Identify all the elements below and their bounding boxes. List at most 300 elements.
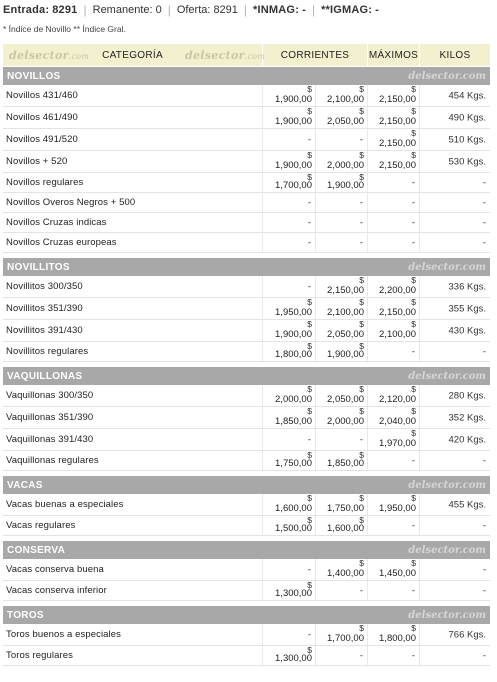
table-row bbox=[3, 385, 490, 407]
currency-symbol: $ bbox=[307, 645, 312, 655]
section-title: VAQUILLONAS bbox=[7, 370, 83, 382]
table-row bbox=[3, 451, 490, 471]
price-cell bbox=[316, 213, 368, 232]
price-cell bbox=[263, 213, 316, 232]
empty-value: - bbox=[359, 650, 363, 661]
kilos-cell bbox=[420, 559, 490, 580]
remanente-value: 0 bbox=[155, 4, 162, 16]
kilos-cell bbox=[420, 451, 490, 470]
currency-symbol: $ bbox=[359, 275, 364, 285]
category-name: Vaquillonas regulares bbox=[3, 451, 263, 470]
kilos-cell bbox=[420, 151, 490, 172]
separator: | bbox=[83, 3, 87, 17]
price-value: 2,150,00 bbox=[379, 160, 416, 171]
kilos-cell bbox=[420, 193, 490, 212]
price-value: 1,950,00 bbox=[275, 307, 312, 318]
kilos-value: 420 Kgs. bbox=[448, 434, 486, 445]
category-name: Vaquillonas 351/390 bbox=[3, 407, 263, 428]
category-name: Novillos regulares bbox=[3, 173, 263, 192]
header-corrientes-label: CORRIENTES bbox=[280, 49, 350, 61]
kilos-cell bbox=[420, 494, 490, 515]
price-cell bbox=[368, 320, 420, 341]
price-cell bbox=[263, 233, 316, 252]
price-cell bbox=[263, 320, 316, 341]
kilos-value: 352 Kgs. bbox=[448, 412, 486, 423]
table-row bbox=[3, 559, 490, 581]
price-cell bbox=[316, 85, 368, 106]
section-header bbox=[3, 367, 490, 385]
price-value: 2,120,00 bbox=[379, 394, 416, 405]
section-spacer bbox=[3, 601, 490, 605]
kilos-cell bbox=[420, 624, 490, 645]
price-value: 1,400,00 bbox=[327, 568, 364, 579]
currency-symbol: $ bbox=[307, 172, 312, 182]
oferta-value: 8291 bbox=[213, 4, 238, 16]
kilos-value: 510 Kgs. bbox=[448, 134, 486, 145]
price-value: 2,200,00 bbox=[379, 285, 416, 296]
category-name: Novillos 431/460 bbox=[3, 85, 263, 106]
header-maximos bbox=[368, 44, 420, 66]
empty-value: - bbox=[359, 585, 363, 596]
currency-symbol: $ bbox=[359, 406, 364, 416]
currency-symbol: $ bbox=[411, 84, 416, 94]
price-value: 1,900,00 bbox=[327, 180, 364, 191]
price-value: 1,600,00 bbox=[327, 523, 364, 534]
kilos-cell bbox=[420, 342, 490, 361]
remanente-label: Remanente: bbox=[92, 4, 153, 16]
price-cell bbox=[263, 516, 316, 535]
watermark-logo: delsector.com bbox=[408, 370, 486, 382]
price-cell bbox=[263, 581, 316, 600]
category-name: Novillos 461/490 bbox=[3, 107, 263, 128]
category-name: Novillitos regulares bbox=[3, 342, 263, 361]
currency-symbol: $ bbox=[411, 128, 416, 138]
currency-symbol: $ bbox=[307, 384, 312, 394]
currency-symbol: $ bbox=[359, 297, 364, 307]
category-name: Vacas conserva inferior bbox=[3, 581, 263, 600]
price-cell bbox=[316, 276, 368, 297]
price-value: 2,150,00 bbox=[379, 94, 416, 105]
currency-symbol: $ bbox=[359, 493, 364, 503]
currency-symbol: $ bbox=[411, 150, 416, 160]
empty-value: - bbox=[411, 237, 415, 248]
price-cell bbox=[368, 451, 420, 470]
section-title: NOVILLITOS bbox=[7, 261, 70, 273]
empty-value: - bbox=[307, 134, 311, 145]
table-row bbox=[3, 407, 490, 429]
price-value: 1,450,00 bbox=[379, 568, 416, 579]
price-cell bbox=[263, 451, 316, 470]
kilos-cell bbox=[420, 385, 490, 406]
price-cell bbox=[263, 494, 316, 515]
price-cell bbox=[368, 581, 420, 600]
price-value: 2,100,00 bbox=[379, 329, 416, 340]
empty-value: - bbox=[307, 434, 311, 445]
table-row bbox=[3, 298, 490, 320]
price-value: 1,900,00 bbox=[275, 329, 312, 340]
price-value: 2,150,00 bbox=[379, 307, 416, 318]
price-cell bbox=[316, 646, 368, 665]
price-value: 1,700,00 bbox=[275, 180, 312, 191]
price-value: 1,500,00 bbox=[275, 523, 312, 534]
price-value: 1,900,00 bbox=[327, 349, 364, 360]
kilos-value: 355 Kgs. bbox=[448, 303, 486, 314]
price-value: 2,150,00 bbox=[379, 116, 416, 127]
separator: | bbox=[311, 3, 316, 17]
table-row bbox=[3, 624, 490, 646]
price-value: 1,600,00 bbox=[275, 503, 312, 514]
section-title: NOVILLOS bbox=[7, 70, 61, 82]
price-cell bbox=[263, 151, 316, 172]
section-header bbox=[3, 606, 490, 624]
kilos-cell bbox=[420, 320, 490, 341]
table-row bbox=[3, 581, 490, 601]
empty-value: - bbox=[359, 217, 363, 228]
price-cell bbox=[316, 581, 368, 600]
price-cell bbox=[368, 429, 420, 450]
price-value: 2,150,00 bbox=[327, 285, 364, 296]
kilos-cell bbox=[420, 581, 490, 600]
price-cell bbox=[263, 276, 316, 297]
empty-value: - bbox=[411, 520, 415, 531]
inmag-value: - bbox=[302, 4, 306, 16]
currency-symbol: $ bbox=[307, 106, 312, 116]
watermark-logo: delsector.com bbox=[408, 544, 486, 556]
price-cell bbox=[263, 559, 316, 580]
price-cell bbox=[316, 151, 368, 172]
price-cell bbox=[368, 342, 420, 361]
kilos-value: - bbox=[482, 237, 486, 249]
empty-value: - bbox=[307, 197, 311, 208]
kilos-cell bbox=[420, 429, 490, 450]
kilos-value: - bbox=[482, 650, 486, 662]
section-header bbox=[3, 258, 490, 276]
price-cell bbox=[316, 407, 368, 428]
table-row bbox=[3, 107, 490, 129]
kilos-cell bbox=[420, 276, 490, 297]
kilos-cell bbox=[420, 173, 490, 192]
price-cell bbox=[368, 494, 420, 515]
price-value: 1,850,00 bbox=[275, 416, 312, 427]
header-maximos-label: MÁXIMOS bbox=[368, 49, 419, 61]
category-name: Novillos Cruzas indicas bbox=[3, 213, 263, 232]
category-name: Vaquillonas 391/430 bbox=[3, 429, 263, 450]
category-name: Novillitos 391/430 bbox=[3, 320, 263, 341]
empty-value: - bbox=[411, 217, 415, 228]
price-value: 1,300,00 bbox=[275, 653, 312, 664]
empty-value: - bbox=[411, 197, 415, 208]
header-kilos bbox=[420, 44, 490, 66]
kilos-value: 336 Kgs. bbox=[448, 281, 486, 292]
currency-symbol: $ bbox=[359, 84, 364, 94]
price-cell bbox=[368, 559, 420, 580]
section-spacer bbox=[3, 471, 490, 475]
currency-symbol: $ bbox=[359, 319, 364, 329]
kilos-value: - bbox=[482, 520, 486, 532]
price-cell bbox=[263, 129, 316, 150]
entrada-stat bbox=[3, 4, 84, 16]
currency-symbol: $ bbox=[411, 297, 416, 307]
price-cell bbox=[368, 193, 420, 212]
currency-symbol: $ bbox=[411, 275, 416, 285]
price-cell bbox=[263, 298, 316, 319]
currency-symbol: $ bbox=[307, 341, 312, 351]
price-cell bbox=[368, 85, 420, 106]
category-name: Novillitos 351/390 bbox=[3, 298, 263, 319]
currency-symbol: $ bbox=[411, 406, 416, 416]
currency-symbol: $ bbox=[307, 515, 312, 525]
price-cell bbox=[316, 516, 368, 535]
section-header bbox=[3, 476, 490, 494]
price-cell bbox=[368, 233, 420, 252]
empty-value: - bbox=[411, 177, 415, 188]
empty-value: - bbox=[359, 434, 363, 445]
table-row bbox=[3, 213, 490, 233]
igmag-value: - bbox=[375, 4, 380, 16]
price-cell bbox=[368, 646, 420, 665]
table-row bbox=[3, 494, 490, 516]
table-row bbox=[3, 85, 490, 107]
kilos-value: 280 Kgs. bbox=[448, 390, 486, 401]
empty-value: - bbox=[411, 455, 415, 466]
currency-symbol: $ bbox=[307, 150, 312, 160]
price-value: 1,700,00 bbox=[327, 633, 364, 644]
currency-symbol: $ bbox=[307, 580, 312, 590]
category-name: Toros regulares bbox=[3, 646, 263, 665]
price-cell bbox=[368, 107, 420, 128]
price-cell bbox=[263, 173, 316, 192]
price-cell bbox=[263, 107, 316, 128]
separator: | bbox=[167, 3, 171, 17]
currency-symbol: $ bbox=[359, 384, 364, 394]
separator: | bbox=[243, 3, 248, 17]
table-row bbox=[3, 429, 490, 451]
currency-symbol: $ bbox=[359, 515, 364, 525]
currency-symbol: $ bbox=[307, 493, 312, 503]
table-header bbox=[3, 44, 490, 66]
empty-value: - bbox=[307, 629, 311, 640]
section-spacer bbox=[3, 253, 490, 257]
price-cell bbox=[263, 193, 316, 212]
table-row bbox=[3, 173, 490, 193]
currency-symbol: $ bbox=[359, 558, 364, 568]
kilos-cell bbox=[420, 213, 490, 232]
currency-symbol: $ bbox=[411, 384, 416, 394]
price-cell bbox=[263, 429, 316, 450]
table-row bbox=[3, 342, 490, 362]
kilos-cell bbox=[420, 107, 490, 128]
kilos-value: - bbox=[482, 177, 486, 189]
table-row bbox=[3, 151, 490, 173]
price-value: 2,100,00 bbox=[327, 307, 364, 318]
section-header bbox=[3, 67, 490, 85]
price-value: 1,950,00 bbox=[379, 503, 416, 514]
category-name: Novillos + 520 bbox=[3, 151, 263, 172]
category-name: Vacas buenas a especiales bbox=[3, 494, 263, 515]
price-value: 2,000,00 bbox=[327, 416, 364, 427]
price-cell bbox=[368, 129, 420, 150]
table-row bbox=[3, 320, 490, 342]
table-row bbox=[3, 646, 490, 666]
price-cell bbox=[368, 516, 420, 535]
inmag-label: *INMAG: bbox=[253, 4, 300, 16]
price-value: 2,050,00 bbox=[327, 329, 364, 340]
empty-value: - bbox=[307, 281, 311, 292]
inmag-stat bbox=[253, 4, 312, 16]
category-name: Novillos Overos Negros + 500 bbox=[3, 193, 263, 212]
category-name: Novillitos 300/350 bbox=[3, 276, 263, 297]
price-cell bbox=[368, 151, 420, 172]
section-spacer bbox=[3, 362, 490, 366]
empty-value: - bbox=[359, 134, 363, 145]
watermark-logo: delsector.com bbox=[408, 479, 486, 491]
empty-value: - bbox=[411, 346, 415, 357]
currency-symbol: $ bbox=[307, 319, 312, 329]
table-row bbox=[3, 516, 490, 536]
price-cell bbox=[316, 298, 368, 319]
table-row bbox=[3, 193, 490, 213]
price-value: 1,850,00 bbox=[327, 458, 364, 469]
price-cell bbox=[368, 624, 420, 645]
section-title: CONSERVA bbox=[7, 544, 66, 556]
table-row bbox=[3, 276, 490, 298]
price-cell bbox=[316, 342, 368, 361]
price-value: 1,970,00 bbox=[379, 438, 416, 449]
price-cell bbox=[316, 624, 368, 645]
kilos-value: 454 Kgs. bbox=[448, 90, 486, 101]
price-cell bbox=[316, 385, 368, 406]
price-value: 2,050,00 bbox=[327, 394, 364, 405]
kilos-value: - bbox=[482, 585, 486, 597]
kilos-value: 530 Kgs. bbox=[448, 156, 486, 167]
kilos-value: 766 Kgs. bbox=[448, 629, 486, 640]
price-cell bbox=[316, 129, 368, 150]
watermark-logo: delsector.com bbox=[408, 609, 486, 621]
price-cell bbox=[316, 173, 368, 192]
watermark-logo: delsector.com bbox=[185, 49, 266, 62]
header-corrientes bbox=[263, 44, 368, 66]
watermark-logo: delsector.com bbox=[9, 49, 90, 62]
price-cell bbox=[368, 213, 420, 232]
currency-symbol: $ bbox=[307, 297, 312, 307]
currency-symbol: $ bbox=[359, 106, 364, 116]
market-summary-bar bbox=[3, 2, 385, 18]
price-value: 1,750,00 bbox=[327, 503, 364, 514]
kilos-value: 490 Kgs. bbox=[448, 112, 486, 123]
kilos-value: 430 Kgs. bbox=[448, 325, 486, 336]
category-name: Novillos 491/520 bbox=[3, 129, 263, 150]
empty-value: - bbox=[411, 585, 415, 596]
kilos-value: - bbox=[482, 455, 486, 467]
currency-symbol: $ bbox=[307, 84, 312, 94]
category-name: Vacas conserva buena bbox=[3, 559, 263, 580]
price-value: 1,750,00 bbox=[275, 458, 312, 469]
section-title: VACAS bbox=[7, 479, 43, 491]
price-cell bbox=[263, 646, 316, 665]
price-value: 2,000,00 bbox=[275, 394, 312, 405]
watermark-logo: delsector.com bbox=[408, 70, 486, 82]
table-row bbox=[3, 233, 490, 253]
category-name: Toros buenos a especiales bbox=[3, 624, 263, 645]
kilos-value: - bbox=[482, 346, 486, 358]
currency-symbol: $ bbox=[411, 106, 416, 116]
header-categoria bbox=[3, 44, 266, 66]
price-value: 2,000,00 bbox=[327, 160, 364, 171]
currency-symbol: $ bbox=[359, 150, 364, 160]
oferta-label: Oferta: bbox=[176, 4, 211, 16]
price-cell bbox=[316, 107, 368, 128]
price-cell bbox=[263, 624, 316, 645]
price-cell bbox=[368, 385, 420, 406]
currency-symbol: $ bbox=[359, 450, 364, 460]
price-value: 1,800,00 bbox=[275, 349, 312, 360]
price-cell bbox=[316, 320, 368, 341]
kilos-value: - bbox=[482, 197, 486, 209]
price-cell bbox=[263, 85, 316, 106]
price-value: 1,900,00 bbox=[275, 160, 312, 171]
price-value: 1,900,00 bbox=[275, 94, 312, 105]
kilos-cell bbox=[420, 646, 490, 665]
price-cell bbox=[263, 342, 316, 361]
price-cell bbox=[263, 407, 316, 428]
currency-symbol: $ bbox=[411, 623, 416, 633]
kilos-cell bbox=[420, 516, 490, 535]
price-cell bbox=[316, 193, 368, 212]
price-cell bbox=[316, 429, 368, 450]
index-footnote: * Índice de Novillo ** Índice Gral. bbox=[3, 24, 126, 34]
price-value: 1,300,00 bbox=[275, 588, 312, 599]
oferta-stat bbox=[177, 4, 244, 16]
empty-value: - bbox=[307, 217, 311, 228]
kilos-value: 455 Kgs. bbox=[448, 499, 486, 510]
kilos-value: - bbox=[482, 564, 486, 575]
price-cell bbox=[316, 559, 368, 580]
remanente-stat bbox=[93, 4, 168, 16]
price-cell bbox=[368, 298, 420, 319]
price-value: 1,800,00 bbox=[379, 633, 416, 644]
kilos-cell bbox=[420, 129, 490, 150]
section-title: TOROS bbox=[7, 609, 44, 621]
igmag-label: **IGMAG: bbox=[321, 4, 373, 16]
kilos-cell bbox=[420, 407, 490, 428]
currency-symbol: $ bbox=[411, 493, 416, 503]
empty-value: - bbox=[359, 197, 363, 208]
price-value: 2,040,00 bbox=[379, 416, 416, 427]
price-cell bbox=[368, 407, 420, 428]
price-value: 2,150,00 bbox=[379, 138, 416, 149]
igmag-stat bbox=[321, 4, 385, 16]
entrada-label: Entrada: bbox=[3, 4, 50, 16]
empty-value: - bbox=[359, 237, 363, 248]
kilos-value: - bbox=[482, 217, 486, 229]
empty-value: - bbox=[411, 650, 415, 661]
category-name: Vacas regulares bbox=[3, 516, 263, 535]
price-cell bbox=[316, 233, 368, 252]
currency-symbol: $ bbox=[359, 623, 364, 633]
price-cell bbox=[316, 451, 368, 470]
currency-symbol: $ bbox=[411, 558, 416, 568]
price-value: 2,100,00 bbox=[327, 94, 364, 105]
price-cell bbox=[316, 494, 368, 515]
section-header bbox=[3, 541, 490, 559]
currency-symbol: $ bbox=[359, 172, 364, 182]
kilos-cell bbox=[420, 85, 490, 106]
empty-value: - bbox=[307, 237, 311, 248]
price-cell bbox=[263, 385, 316, 406]
kilos-cell bbox=[420, 233, 490, 252]
currency-symbol: $ bbox=[411, 428, 416, 438]
price-cell bbox=[368, 276, 420, 297]
